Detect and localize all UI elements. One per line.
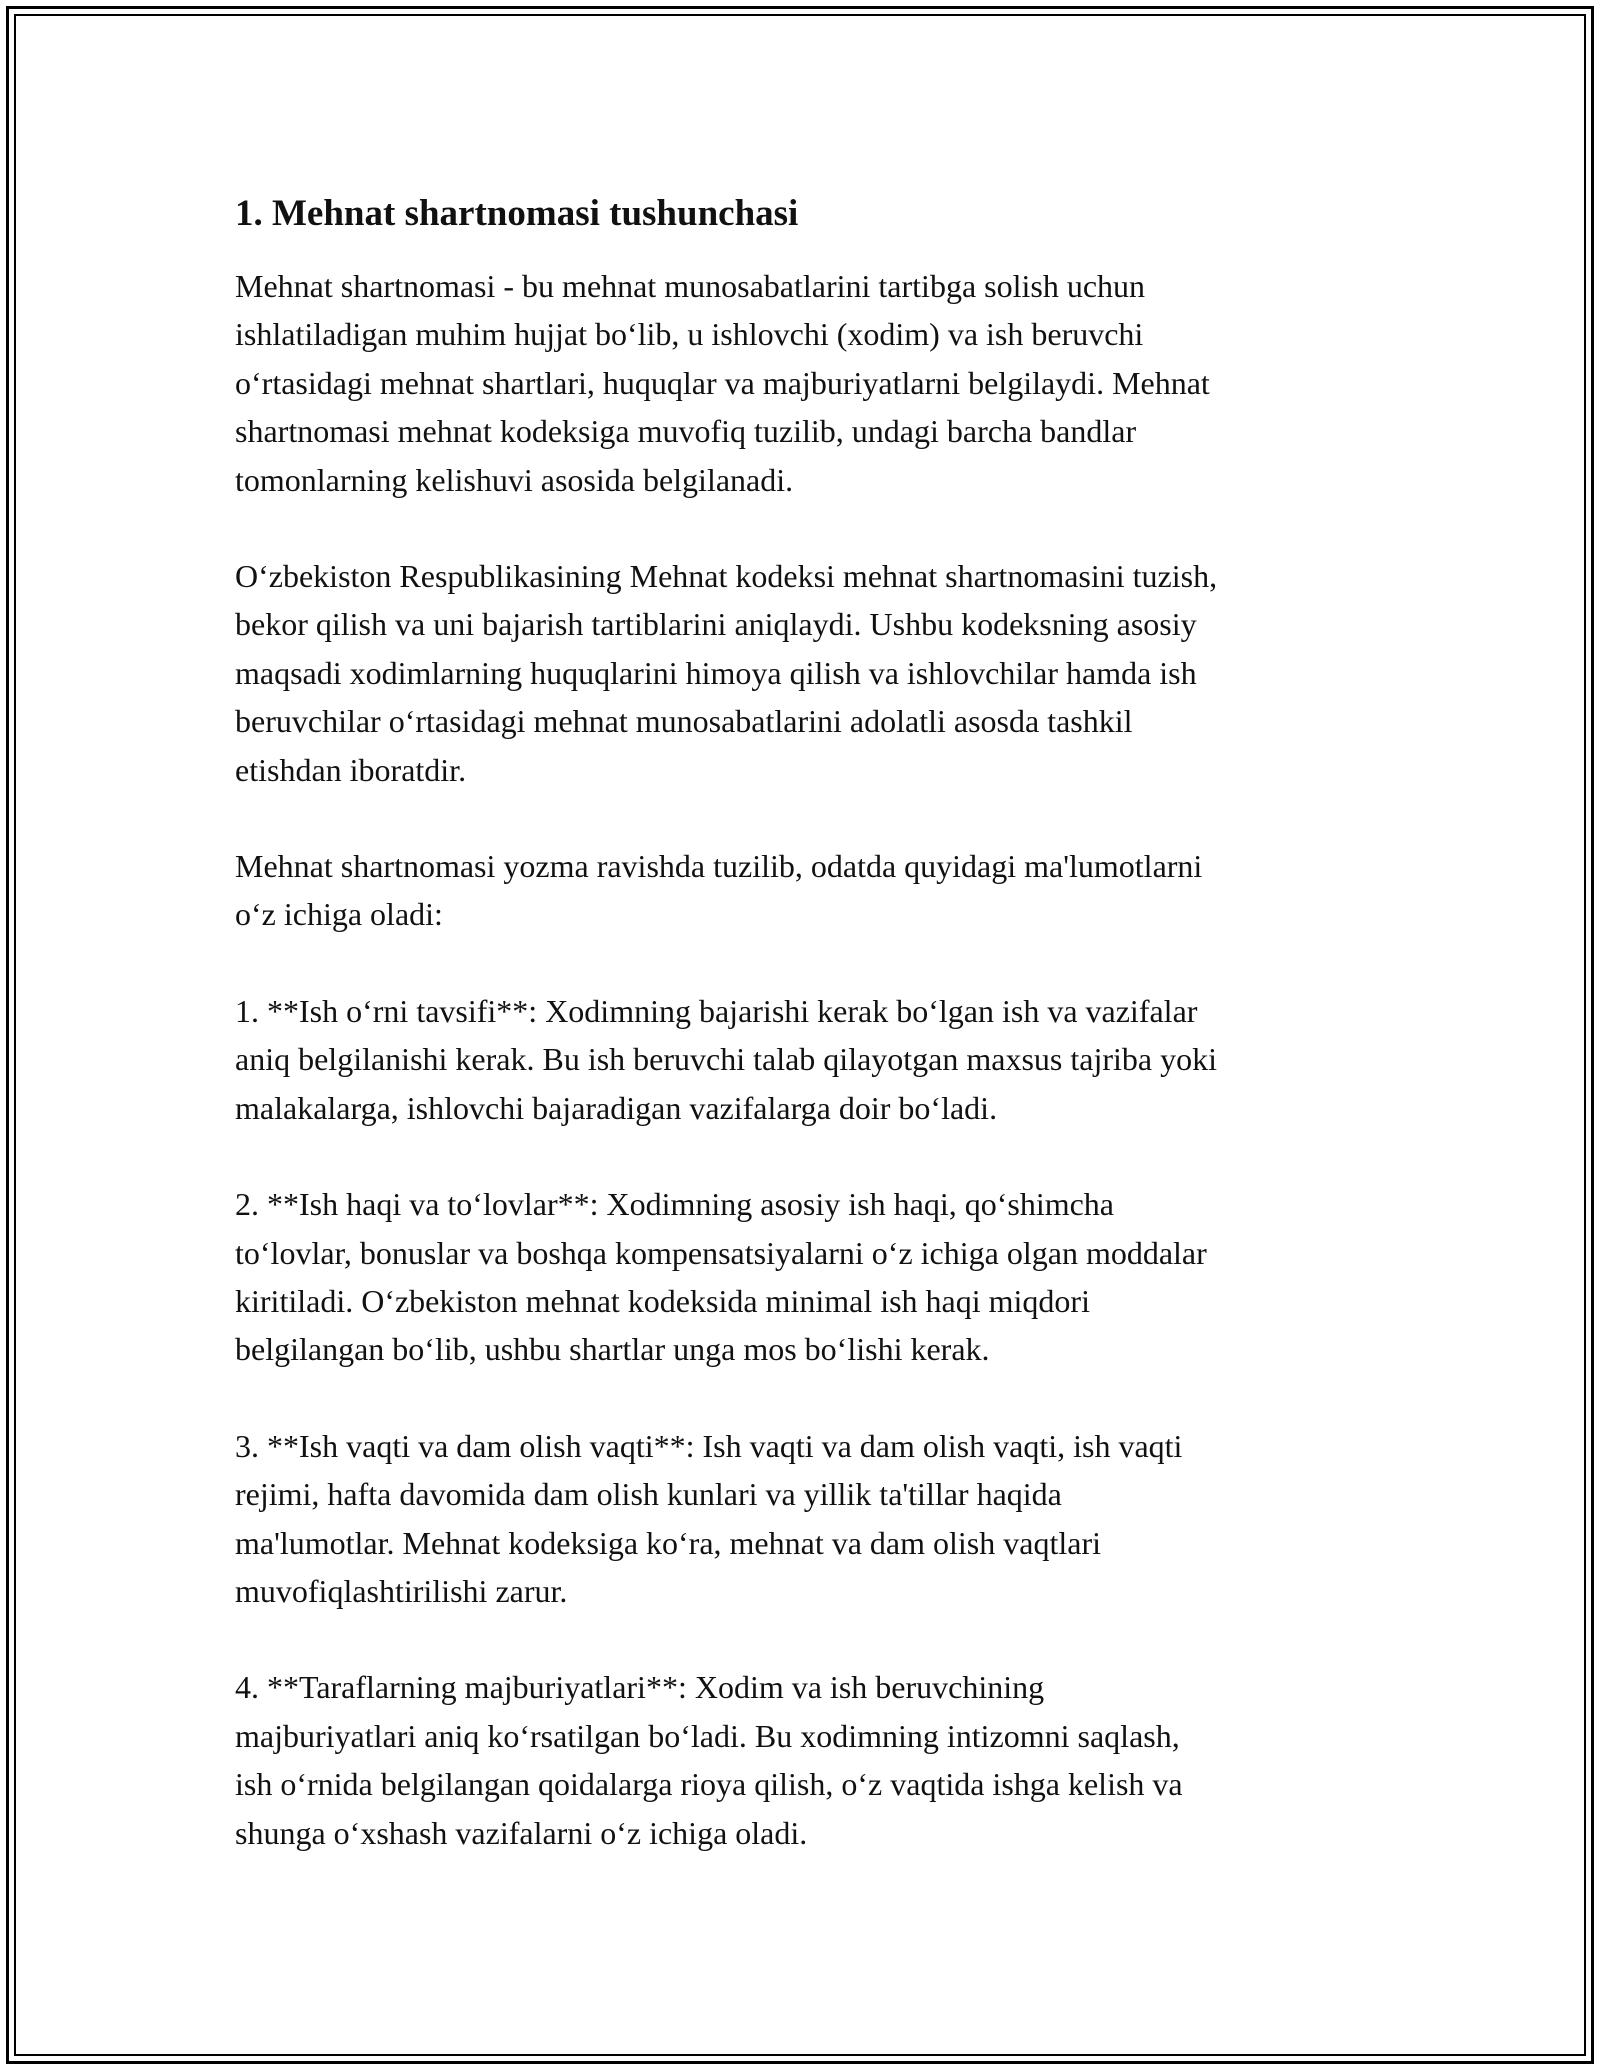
paragraph-definition: Mehnat shartnomasi - bu mehnat munosabatlarini tartibga solish uchun ishlatiladigan muhim hujjat bo‘lib, u ishlovchi (xodim) va ish beruvchi o‘rtasidagi mehnat shartlari, huquqlar va majburiyatlarni belgilaydi. Mehnat shartnomasi mehnat kodeksiga muvofiq tuzilib, undagi barcha bandlar tomonlarning kelishuvi asosida belgilanadi. (235, 268, 1210, 498)
section-heading: 1. Mehnat shartnomasi tushunchasi (235, 193, 799, 234)
list-item-obligations: 4. **Taraflarning majburiyatlari**: Xodim va ish beruvchining majburiyatlari aniq ko‘rsatilgan bo‘ladi. Bu xodimning intizomni saqlash, ish o‘rnida belgilangan qoidalarga rioya qilish, o‘z vaqtida ishga kelish va shunga o‘xshash vazifalarni o‘z ichiga oladi. (235, 1669, 1183, 1851)
document-body (235, 188, 1375, 1905)
list-item-job-description: 1. **Ish o‘rni tavsifi**: Xodimning bajarishi kerak bo‘lgan ish va vazifalar aniq belgilanishi kerak. Bu ish beruvchi talab qilayotgan maxsus tajriba yoki malakalarga, ishlovchi bajaradigan vazifalarga doir bo‘ladi. (235, 992, 1217, 1126)
paragraph-contents-intro: Mehnat shartnomasi yozma ravishda tuzilib, odatda quyidagi ma'lumotlarni o‘z ichiga oladi: (235, 848, 1203, 933)
list-item-salary: 2. **Ish haqi va to‘lovlar**: Xodimning asosiy ish haqi, qo‘shimcha to‘lovlar, bonuslar va boshqa kompensatsiyalarni o‘z ichiga olgan moddalar kiritiladi. O‘zbekiston mehnat kodeksida minimal ish haqi miqdori belgilangan bo‘lib, ushbu shartlar unga mos bo‘lishi kerak. (235, 1186, 1207, 1368)
paragraph-labor-code: O‘zbekiston Respublikasining Mehnat kodeksi mehnat shartnomasini tuzish, bekor qilish va uni bajarish tartiblarini aniqlaydi. Ushbu kodeksning asosiy maqsadi xodimlarning huquqlarini himoya qilish va ishlovchilar hamda ish beruvchilar o‘rtasidagi mehnat munosabatlarini adolatli asosda tashkil etishdan iboratdir. (235, 558, 1218, 788)
list-item-working-time: 3. **Ish vaqti va dam olish vaqti**: Ish vaqti va dam olish vaqti, ish vaqti rejimi, hafta davomida dam olish kunlari va yillik ta'tillar haqida ma'lumotlar. Mehnat kodeksiga ko‘ra, mehnat va dam olish vaqtlari muvofiqlashtirilishi zarur. (235, 1427, 1183, 1609)
